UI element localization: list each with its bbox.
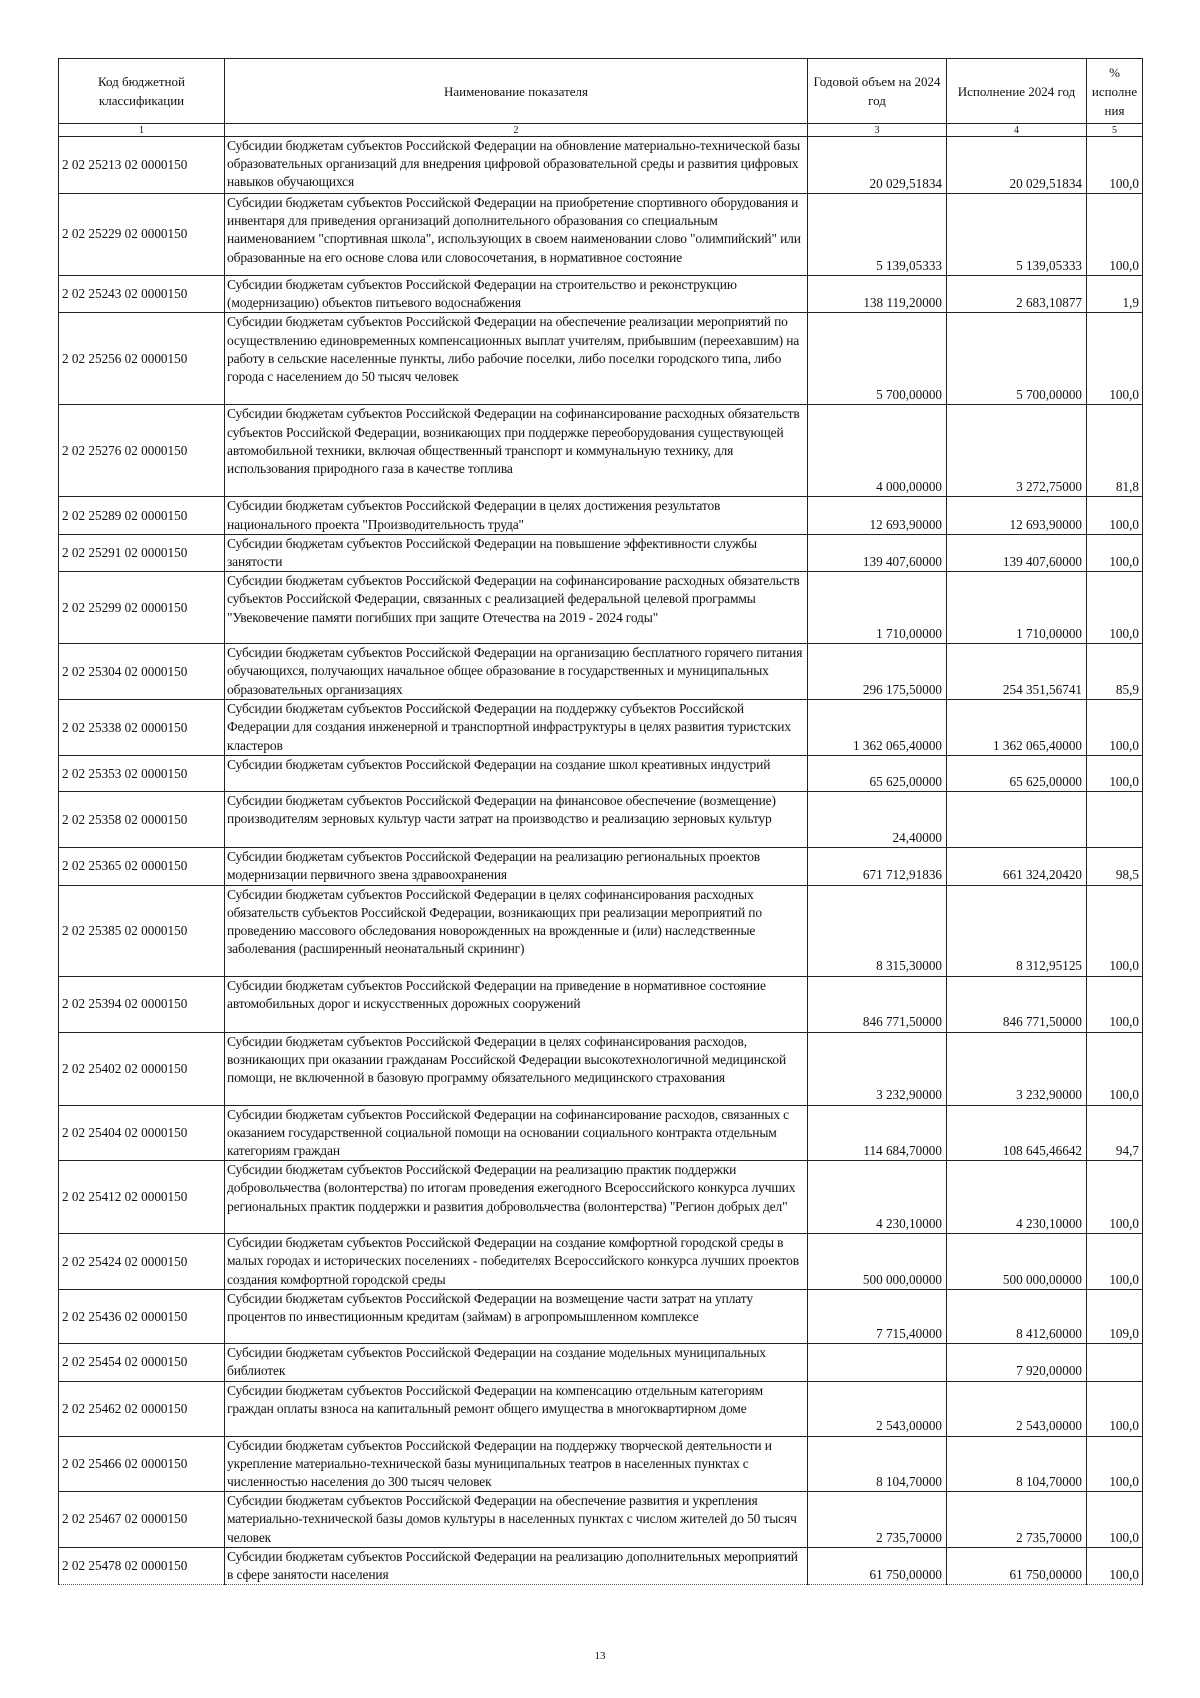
indicator-name-cell: Субсидии бюджетам субъектов Российской Федерации на обеспечение реализации мероприятий по осуществлению единовременных компенсационных выплат учителям, прибывшим (переехавшим) на работу в сельские населенные пункты, либо рабочие поселки, либо поселки городского типа, либо города с населением до 50 тысяч человек	[225, 313, 808, 405]
annual-volume-cell: 5 139,05333	[808, 194, 947, 276]
indicator-name-cell: Субсидии бюджетам субъектов Российской Федерации на возмещение части затрат на уплату процентов по инвестиционным кредитам (займам) в агропромышленном комплексе	[225, 1290, 808, 1344]
table-row	[59, 1161, 1143, 1234]
annual-volume-cell: 114 684,70000	[808, 1105, 947, 1161]
execution-cell	[947, 792, 1087, 848]
percent-cell: 100,0	[1087, 756, 1143, 792]
execution-cell: 8 104,70000	[947, 1436, 1087, 1492]
table-header	[59, 59, 1143, 137]
execution-cell: 3 232,90000	[947, 1032, 1087, 1105]
execution-cell: 2 735,70000	[947, 1492, 1087, 1548]
indicator-name-cell: Субсидии бюджетам субъектов Российской Федерации в целях софинансирования расходных обязательств субъектов Российской Федерации, возникающих при реализации мероприятий по проведению массового обследования новорожденных на врожденные и (или) наследственные заболевания (расширенный неонатальный скрининг)	[225, 885, 808, 976]
annual-volume-cell: 846 771,50000	[808, 976, 947, 1032]
annual-volume-cell: 1 710,00000	[808, 572, 947, 644]
percent-cell	[1087, 1344, 1143, 1381]
execution-cell: 108 645,46642	[947, 1105, 1087, 1161]
table-row	[59, 1547, 1143, 1584]
table-row	[59, 1290, 1143, 1344]
execution-cell: 661 324,20420	[947, 848, 1087, 885]
percent-cell: 100,0	[1087, 976, 1143, 1032]
table-row	[59, 885, 1143, 976]
annual-volume-cell: 3 232,90000	[808, 1032, 947, 1105]
execution-cell: 20 029,51834	[947, 137, 1087, 194]
budget-code-cell: 2 02 25213 02 0000150	[59, 137, 225, 194]
percent-cell: 100,0	[1087, 1547, 1143, 1584]
budget-code-cell: 2 02 25462 02 0000150	[59, 1381, 225, 1436]
percent-cell: 94,7	[1087, 1105, 1143, 1161]
execution-cell: 12 693,90000	[947, 497, 1087, 534]
table-row	[59, 1492, 1143, 1548]
header-budget-code: Код бюджетной классификации	[59, 59, 225, 124]
execution-cell: 5 700,00000	[947, 313, 1087, 405]
execution-cell: 4 230,10000	[947, 1161, 1087, 1234]
percent-cell: 100,0	[1087, 1161, 1143, 1234]
indicator-name-cell: Субсидии бюджетам субъектов Российской Федерации на софинансирование расходных обязательств субъектов Российской Федерации, связанных с реализацией федеральной целевой программы "Увековечение памяти погибших при защите Отечества на 2019 - 2024 годы"	[225, 572, 808, 644]
header-row	[59, 59, 1143, 124]
indicator-name-cell: Субсидии бюджетам субъектов Российской Федерации на поддержку субъектов Российской Федерации для создания инженерной и транспортной инфраструктуры в целях развития туристских кластеров	[225, 700, 808, 756]
annual-volume-cell: 671 712,91836	[808, 848, 947, 885]
budget-code-cell: 2 02 25404 02 0000150	[59, 1105, 225, 1161]
percent-cell: 100,0	[1087, 194, 1143, 276]
page-number: 13	[594, 1650, 606, 1662]
annual-volume-cell: 138 119,20000	[808, 276, 947, 313]
indicator-name-cell: Субсидии бюджетам субъектов Российской Федерации на организацию бесплатного горячего питания обучающихся, получающих начальное общее образование в государственных и муниципальных образовательных организациях	[225, 644, 808, 700]
budget-code-cell: 2 02 25412 02 0000150	[59, 1161, 225, 1234]
table-row	[59, 644, 1143, 700]
header-num-2: 2	[225, 124, 808, 137]
budget-code-cell: 2 02 25365 02 0000150	[59, 848, 225, 885]
annual-volume-cell: 1 362 065,40000	[808, 700, 947, 756]
budget-table-sheet	[58, 58, 1142, 1585]
budget-code-cell: 2 02 25256 02 0000150	[59, 313, 225, 405]
execution-cell: 3 272,75000	[947, 405, 1087, 497]
execution-cell: 846 771,50000	[947, 976, 1087, 1032]
budget-code-cell: 2 02 25467 02 0000150	[59, 1492, 225, 1548]
annual-volume-cell: 65 625,00000	[808, 756, 947, 792]
table-row	[59, 276, 1143, 313]
percent-cell: 100,0	[1087, 1381, 1143, 1436]
indicator-name-cell: Субсидии бюджетам субъектов Российской Федерации на реализацию практик поддержки добровольчества (волонтерства) по итогам проведения ежегодного Всероссийского конкурса лучших региональных практик поддержки и развития добровольчества (волонтерства) "Регион добрых дел"	[225, 1161, 808, 1234]
header-indicator-name: Наименование показателя	[225, 59, 808, 124]
execution-cell: 7 920,00000	[947, 1344, 1087, 1381]
execution-cell: 65 625,00000	[947, 756, 1087, 792]
execution-cell: 2 683,10877	[947, 276, 1087, 313]
percent-cell: 100,0	[1087, 534, 1143, 571]
header-percent: % исполне ния	[1087, 59, 1143, 124]
indicator-name-cell: Субсидии бюджетам субъектов Российской Федерации на приобретение спортивного оборудования и инвентаря для приведения организаций дополнительного образования со специальным наименованием "спортивная школа", использующих в своем наименовании слово "олимпийский" или образованные на его основе слова или словосочетания, в нормативное состояние	[225, 194, 808, 276]
table-row	[59, 137, 1143, 194]
table-row	[59, 405, 1143, 497]
execution-cell: 5 139,05333	[947, 194, 1087, 276]
annual-volume-cell: 7 715,40000	[808, 1290, 947, 1344]
annual-volume-cell: 12 693,90000	[808, 497, 947, 534]
percent-cell: 85,9	[1087, 644, 1143, 700]
table-row	[59, 976, 1143, 1032]
table-row	[59, 700, 1143, 756]
budget-code-cell: 2 02 25289 02 0000150	[59, 497, 225, 534]
annual-volume-cell: 296 175,50000	[808, 644, 947, 700]
budget-execution-table	[58, 58, 1143, 1585]
budget-code-cell: 2 02 25291 02 0000150	[59, 534, 225, 571]
execution-cell: 2 543,00000	[947, 1381, 1087, 1436]
table-row	[59, 497, 1143, 534]
annual-volume-cell: 4 000,00000	[808, 405, 947, 497]
header-number-row	[59, 124, 1143, 137]
annual-volume-cell	[808, 1344, 947, 1381]
budget-code-cell: 2 02 25466 02 0000150	[59, 1436, 225, 1492]
indicator-name-cell: Субсидии бюджетам субъектов Российской Федерации на софинансирование расходов, связанных с оказанием государственной социальной помощи на основании социального контракта отдельным категориям граждан	[225, 1105, 808, 1161]
annual-volume-cell: 20 029,51834	[808, 137, 947, 194]
percent-cell: 100,0	[1087, 1436, 1143, 1492]
table-row	[59, 756, 1143, 792]
budget-code-cell: 2 02 25276 02 0000150	[59, 405, 225, 497]
table-row	[59, 1105, 1143, 1161]
indicator-name-cell: Субсидии бюджетам субъектов Российской Федерации на поддержку творческой деятельности и укрепление материально-технической базы муниципальных театров в населенных пунктах с численностью населения до 300 тысяч человек	[225, 1436, 808, 1492]
header-num-1: 1	[59, 124, 225, 137]
percent-cell: 98,5	[1087, 848, 1143, 885]
table-body	[59, 137, 1143, 1585]
indicator-name-cell: Субсидии бюджетам субъектов Российской Федерации на обновление материально-технической базы образовательных организаций для внедрения цифровой образовательной среды и развития цифровых навыков обучающихся	[225, 137, 808, 194]
indicator-name-cell: Субсидии бюджетам субъектов Российской Федерации на финансовое обеспечение (возмещение) производителям зерновых культур части затрат на производство и реализацию зерновых культур	[225, 792, 808, 848]
indicator-name-cell: Субсидии бюджетам субъектов Российской Федерации на обеспечение развития и укрепления материально-технической базы домов культуры в населенных пунктах с числом жителей до 50 тысяч человек	[225, 1492, 808, 1548]
table-row	[59, 1234, 1143, 1290]
budget-code-cell: 2 02 25424 02 0000150	[59, 1234, 225, 1290]
table-row	[59, 1381, 1143, 1436]
header-annual-volume: Годовой объем на 2024 год	[808, 59, 947, 124]
percent-cell: 100,0	[1087, 572, 1143, 644]
budget-code-cell: 2 02 25454 02 0000150	[59, 1344, 225, 1381]
budget-code-cell: 2 02 25358 02 0000150	[59, 792, 225, 848]
indicator-name-cell: Субсидии бюджетам субъектов Российской Федерации в целях софинансирования расходов, возникающих при оказании гражданам Российской Федерации высокотехнологичной медицинской помощи, не включенной в базовую программу обязательного медицинского страхования	[225, 1032, 808, 1105]
indicator-name-cell: Субсидии бюджетам субъектов Российской Федерации в целях достижения результатов национального проекта "Производительность труда"	[225, 497, 808, 534]
annual-volume-cell: 8 315,30000	[808, 885, 947, 976]
percent-cell	[1087, 792, 1143, 848]
indicator-name-cell: Субсидии бюджетам субъектов Российской Федерации на реализацию дополнительных мероприятий в сфере занятости населения	[225, 1547, 808, 1584]
indicator-name-cell: Субсидии бюджетам субъектов Российской Федерации на реализацию региональных проектов модернизации первичного звена здравоохранения	[225, 848, 808, 885]
header-num-5: 5	[1087, 124, 1143, 137]
budget-code-cell: 2 02 25385 02 0000150	[59, 885, 225, 976]
percent-cell: 109,0	[1087, 1290, 1143, 1344]
percent-cell: 100,0	[1087, 1492, 1143, 1548]
budget-code-cell: 2 02 25299 02 0000150	[59, 572, 225, 644]
annual-volume-cell: 61 750,00000	[808, 1547, 947, 1584]
percent-cell: 100,0	[1087, 497, 1143, 534]
table-row	[59, 313, 1143, 405]
indicator-name-cell: Субсидии бюджетам субъектов Российской Федерации на повышение эффективности службы занятости	[225, 534, 808, 571]
annual-volume-cell: 500 000,00000	[808, 1234, 947, 1290]
percent-cell: 100,0	[1087, 313, 1143, 405]
annual-volume-cell: 139 407,60000	[808, 534, 947, 571]
annual-volume-cell: 24,40000	[808, 792, 947, 848]
budget-code-cell: 2 02 25394 02 0000150	[59, 976, 225, 1032]
percent-cell: 100,0	[1087, 137, 1143, 194]
header-num-3: 3	[808, 124, 947, 137]
execution-cell: 139 407,60000	[947, 534, 1087, 571]
execution-cell: 500 000,00000	[947, 1234, 1087, 1290]
percent-cell: 100,0	[1087, 700, 1143, 756]
budget-code-cell: 2 02 25402 02 0000150	[59, 1032, 225, 1105]
budget-code-cell: 2 02 25353 02 0000150	[59, 756, 225, 792]
budget-code-cell: 2 02 25229 02 0000150	[59, 194, 225, 276]
header-num-4: 4	[947, 124, 1087, 137]
table-row	[59, 1032, 1143, 1105]
execution-cell: 8 312,95125	[947, 885, 1087, 976]
indicator-name-cell: Субсидии бюджетам субъектов Российской Федерации на компенсацию отдельным категориям граждан оплаты взноса на капитальный ремонт общего имущества в многоквартирном доме	[225, 1381, 808, 1436]
annual-volume-cell: 8 104,70000	[808, 1436, 947, 1492]
budget-code-cell: 2 02 25304 02 0000150	[59, 644, 225, 700]
indicator-name-cell: Субсидии бюджетам субъектов Российской Федерации на создание комфортной городской среды в малых городах и исторических поселениях - победителях Всероссийского конкурса лучших проектов создания комфортной городской среды	[225, 1234, 808, 1290]
execution-cell: 1 710,00000	[947, 572, 1087, 644]
execution-cell: 8 412,60000	[947, 1290, 1087, 1344]
table-row	[59, 792, 1143, 848]
budget-code-cell: 2 02 25436 02 0000150	[59, 1290, 225, 1344]
percent-cell: 81,8	[1087, 405, 1143, 497]
percent-cell: 1,9	[1087, 276, 1143, 313]
execution-cell: 61 750,00000	[947, 1547, 1087, 1584]
execution-cell: 254 351,56741	[947, 644, 1087, 700]
indicator-name-cell: Субсидии бюджетам субъектов Российской Федерации на софинансирование расходных обязательств субъектов Российской Федерации, возникающих при поддержке переоборудования существующей автомобильной техники, включая общественный транспорт и коммунальную технику, для использования природного газа в качестве топлива	[225, 405, 808, 497]
percent-cell: 100,0	[1087, 885, 1143, 976]
table-row	[59, 1344, 1143, 1381]
percent-cell: 100,0	[1087, 1234, 1143, 1290]
annual-volume-cell: 4 230,10000	[808, 1161, 947, 1234]
table-row	[59, 1436, 1143, 1492]
table-row	[59, 194, 1143, 276]
indicator-name-cell: Субсидии бюджетам субъектов Российской Федерации на приведение в нормативное состояние автомобильных дорог и искусственных дорожных сооружений	[225, 976, 808, 1032]
execution-cell: 1 362 065,40000	[947, 700, 1087, 756]
annual-volume-cell: 2 543,00000	[808, 1381, 947, 1436]
table-row	[59, 572, 1143, 644]
table-row	[59, 848, 1143, 885]
indicator-name-cell: Субсидии бюджетам субъектов Российской Федерации на строительство и реконструкцию (модернизацию) объектов питьевого водоснабжения	[225, 276, 808, 313]
annual-volume-cell: 5 700,00000	[808, 313, 947, 405]
annual-volume-cell: 2 735,70000	[808, 1492, 947, 1548]
indicator-name-cell: Субсидии бюджетам субъектов Российской Федерации на создание модельных муниципальных библиотек	[225, 1344, 808, 1381]
budget-code-cell: 2 02 25338 02 0000150	[59, 700, 225, 756]
budget-code-cell: 2 02 25243 02 0000150	[59, 276, 225, 313]
budget-code-cell: 2 02 25478 02 0000150	[59, 1547, 225, 1584]
table-row	[59, 534, 1143, 571]
header-execution: Исполнение 2024 год	[947, 59, 1087, 124]
percent-cell: 100,0	[1087, 1032, 1143, 1105]
indicator-name-cell: Субсидии бюджетам субъектов Российской Федерации на создание школ креативных индустрий	[225, 756, 808, 792]
